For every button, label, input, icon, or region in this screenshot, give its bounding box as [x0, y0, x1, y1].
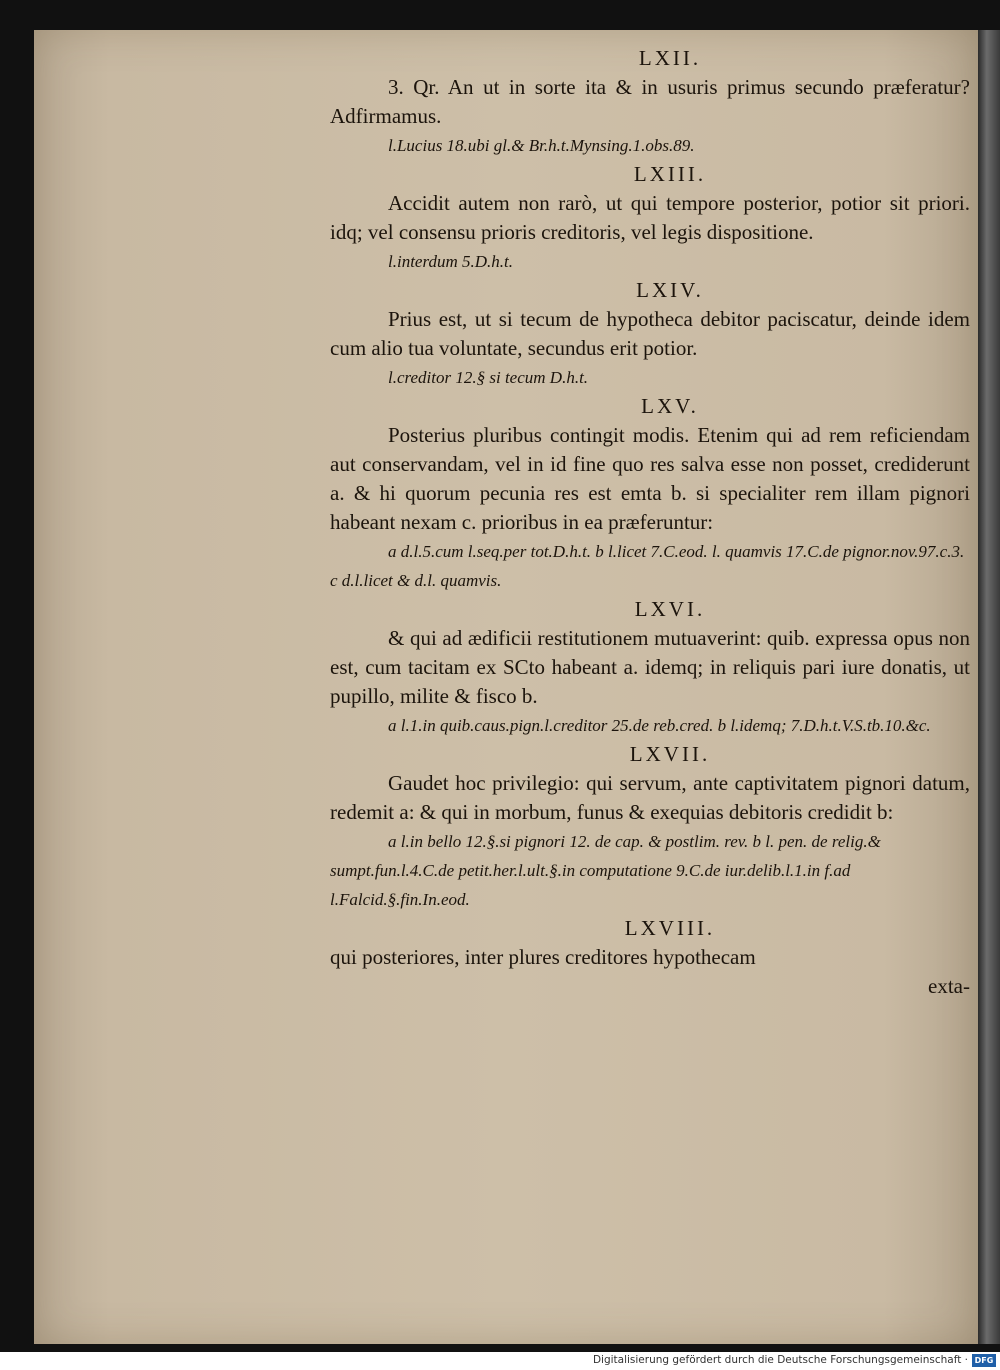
- citation: a d.l.5.cum l.seq.per tot.D.h.t. b l.licet 7.C.eod. l. quamvis 17.C.de pignor.nov.97.c.3. c d.l.licet & d.l. quamvis.: [330, 542, 965, 590]
- paragraph: & qui ad ædificii restitutionem mutuaverint: quib. expressa opus non est, cum tacitam ex SCto habeant a. idemq; in reliquis pari iure donatis, ut pupillo, milite & fisco b.: [330, 626, 970, 708]
- section-heading: LXV.: [641, 394, 699, 418]
- paragraph: Posterius pluribus contingit modis. Etenim qui ad rem reficiendam aut conservandam, vel in id fine quo res salva esse non posset, crediderunt a. & hi quorum pecunia res est emta b. si specialiter rem illam pignori habeant nexam c. prioribus in ea præferuntur:: [330, 423, 970, 534]
- paragraph: qui posteriores, inter plures creditores hypothecam: [330, 945, 756, 969]
- section-heading: LXVII.: [629, 742, 711, 766]
- section-heading: LXVIII.: [624, 916, 716, 940]
- citation: l.creditor 12.§ si tecum D.h.t.: [388, 368, 589, 387]
- footer-bar: [0, 1352, 1000, 1370]
- paragraph: Prius est, ut si tecum de hypotheca debitor paciscatur, deinde idem cum alio tua voluntate, secundus erit potior.: [330, 307, 970, 360]
- page-edge-shadow: [978, 30, 1000, 1344]
- citation: a l.in bello 12.§.si pignori 12. de cap. & postlim. rev. b l. pen. de relig.& sumpt.fun.l.4.C.de petit.her.l.ult.§.in computatione 9.C.de iur.delib.l.1.in f.ad l.Falcid.§.fin.In.eod.: [330, 832, 881, 909]
- section-heading: LXIII.: [633, 162, 707, 186]
- citation: l.Lucius 18.ubi gl.& Br.h.t.Mynsing.1.obs.89.: [388, 136, 695, 155]
- paragraph: Gaudet hoc privilegio: qui servum, ante captivitatem pignori datum, redemit a: & qui in morbum, funus & exequias debitoris credidit b:: [330, 771, 970, 824]
- section-heading: LXVI.: [634, 597, 706, 621]
- citation: l.interdum 5.D.h.t.: [388, 252, 513, 271]
- footer-credit: Digitalisierung gefördert durch die Deutsche Forschungsgemeinschaft ·: [592, 1354, 968, 1366]
- citation: a l.1.in quib.caus.pign.l.creditor 25.de reb.cred. b l.idemq; 7.D.h.t.V.S.tb.10.&c.: [388, 716, 931, 735]
- paragraph: Accidit autem non rarò, ut qui tempore posterior, potior sit priori. idq; vel consensu prioris creditoris, vel legis dispositione.: [330, 191, 970, 244]
- page-text: [330, 44, 970, 1001]
- dfg-logo: DFG: [972, 1354, 996, 1367]
- catchword: exta-: [928, 974, 970, 998]
- section-heading: LXIV.: [636, 278, 704, 302]
- section-heading: LXII.: [638, 46, 702, 70]
- paragraph: 3. Qr. An ut in sorte ita & in usuris primus secundo præferatur? Adfirmamus.: [330, 75, 970, 128]
